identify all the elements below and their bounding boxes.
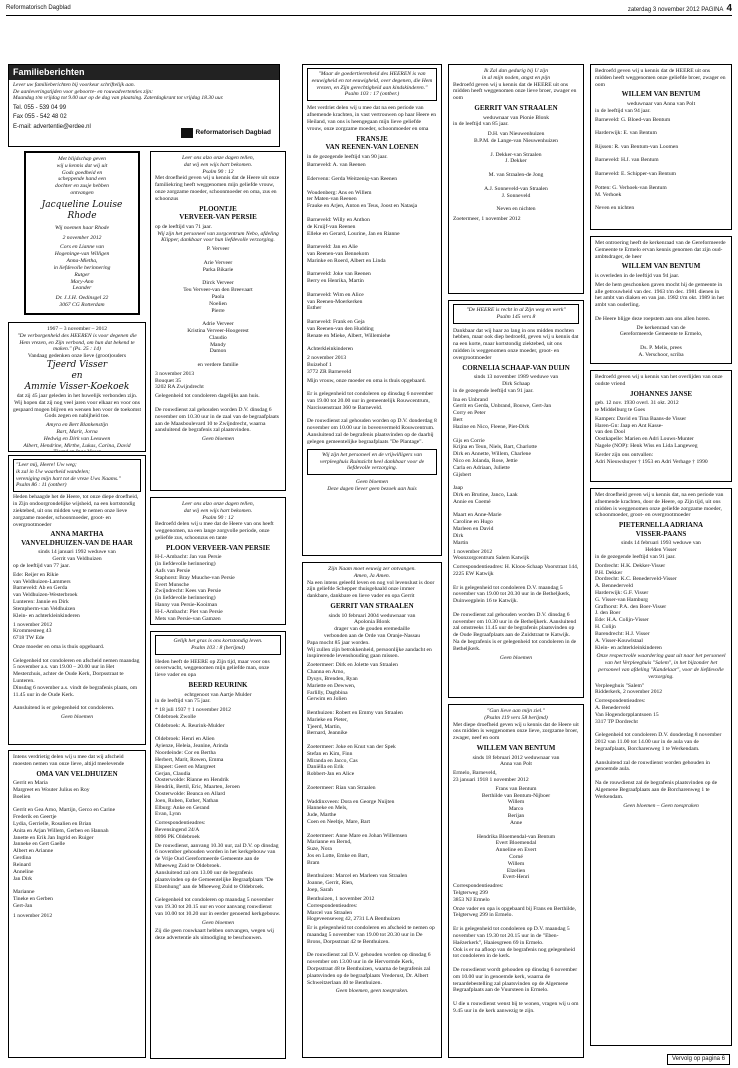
- page-header: [6, 3, 732, 16]
- ad-quote: Onze respectvolle waardering gaat uit naar het personeel van het Verpleeghuis "Salem", in het bijzonder het personeel van afdeling "Kandelaar", voor de liefdevolle verzorging.: [596, 653, 726, 680]
- ad-family: Amyra en Bert Blankenstijn Bart, Marit, Jorna Hedwig en Dirk van Leeuwen Albert, Hendrine, Mirthe, Lukas, Carina, David: [23, 422, 131, 449]
- ad-sub: weduwnaar van Pionie Blonk: [482, 114, 550, 121]
- ad-text: Met blijdschap geven wij u kennis dat wij uit Gods goedheid en scheppende hand een dochter en zusje hebben ontvangen: [55, 156, 109, 197]
- ad-body: Bedroefd geven wij u kennis van het overlijden van onze oudste vriend: [595, 374, 723, 387]
- ad-footer: Geen bloemen: [499, 654, 533, 661]
- ad-details: Onze vader en opa is opgebaard bij Frans en Berthilde, Telgterweg 299 in Ermelo. Er is gelegenheid tot condoleren op D.V. maandag 5 november van 19.30 tot 20.15 uur in de "Eben-Haëzerkerk", Haaiesgreen 69 in Ermelo. Ook is er na afloop van de begrafenis nog gelegenheid tot condoleren in de kerk. De rouwdienst wordt gehouden op dinsdag 6 november om 10.00 uur in genoemde kerk, waarna de teraardebestelling zal plaatsvinden op de Algemene Begraafplaats aan de Vuursteen in Ermelo. U die u rouwdienst wenst bij te wonen, vragen wij u om 9.45 uur in de kerk aanwezig te zijn.: [453, 905, 579, 1014]
- ad-name: PLOONTJE VERVEER-VAN PERSIE: [179, 204, 257, 222]
- ad-sub: echtgenoot van Aartje Mulder: [184, 691, 252, 698]
- ad-age: in de leeftijd van 85 jaar.: [453, 121, 509, 128]
- ad-name: FRANSJE VAN REENEN-VAN LOENEN: [325, 134, 419, 152]
- ad-location: Benthuizen, 1 november 2012 Correspondentieadres: Marcel van Straalen Hogeveenseweg 42, 2731 LA Benthuizen: [307, 895, 401, 923]
- ad-age: op de leeftijd van 71 jaar.: [155, 223, 212, 230]
- anniversary-ad: [8, 322, 146, 452]
- ad-name: OMA VAN VELDHUIZEN: [36, 769, 118, 778]
- ad-sub: weduwnaar van Anna van Polt: [626, 100, 696, 107]
- ad-body: Heden behaagde het de Heere, tot onze diepe droefheid, in Zijn ondoorgrondelijke wijsheid, na een kortstondig ziektebed, uit ons midden weg te nemen onze lieve zorgzame moeder, schoonmoeder, groot- en overgrootmoeder: [13, 494, 139, 528]
- ad-sub: sinds 14 februari 1993 weduwe van Helden Visser: [621, 540, 701, 554]
- obituary-ad-vanstraalen: [302, 562, 442, 1058]
- ad-family: Ina en Unbrand Gerrit en Gerda, Unbrand, Bouwe, Gert-Jan Corry en Peter Bert Hazine en Nico, Fleene, Piet-Dirk Gijs en Corrie Krijna en Teun, Niels, Bart, Charlotte Dirk en Annette, Willem, Charlene Nico en Jolanda, Rose, Jettie Carla en Adriaan, Juliette Gijsbert Jaap Dirk en Brutine, Janco, Laak Annie en Coemé Maart en Anne-Marie Caroline en Hugo Marleen en David Dirk Martin: [453, 396, 552, 546]
- ad-location: Zoetermeer, 1 november 2012: [453, 215, 521, 222]
- ad-name: GERRIT VAN STRAALEN: [330, 602, 414, 611]
- ad-location: Correspondentieadres: Telgterweg 299 3853 NJ Ermelo: [453, 883, 504, 903]
- ad-quote: Ik Zal dan gedurig bij U zijn in al mijn noden, angst en pijn: [481, 68, 551, 81]
- ad-name: JOHANNES JANSE: [629, 389, 693, 398]
- ad-sub: Wij zijn het personeel van zorgcentrum Nebo, afdeling Klipper, dankbaar voor hun liefdevolle verzorging.: [157, 230, 279, 244]
- ad-date: 2 november 2012: [62, 234, 102, 241]
- ad-date: 1 november 2012: [13, 912, 53, 919]
- ad-body: Na een intens geleefd leven en nog vol levenslust is door zijn geliefde Schepper thuisgehaald onze immer dankbare, dankbare en lieve vader en opa Gerrit: [307, 579, 435, 600]
- ad-quote: "Gun lieve aan mijn ziel." (Psalm 119 vers 58 berijmd): [484, 708, 548, 721]
- ad-dates: * 18 juli 1937 † 1 november 2012 Oldebroek Zwolle: [155, 707, 231, 721]
- ad-name: PIETERNELLA ADRIANA VISSER-PAANS: [618, 521, 704, 538]
- ad-footer: Geen bloemen Deze dagen liever geen bezoek aan huis: [327, 479, 417, 492]
- ad-family: P. Verveer Arie Verveer Parka Bikarie Dirck Verveer Teu Verveer-van den Breevaart Paola Noelien Pierre Adrie Verveer Kristina Verveer-Hoogerest Claudio Mandy Damon en verdere familie: [183, 246, 253, 368]
- familieberichten-box: [8, 64, 280, 147]
- ad-footer: Geen bloemen – Geen toespraken: [623, 803, 699, 810]
- ad-details: Met de hem geschonken gaven mocht hij de gemeente in alle getrouwheid van dec. 1963 t/m dec. 1981 dienen in het ambt van diaken en van jan. 1982 t/m okt. 1989 in het ambt van ouderling. De Heere blijge deze roepstem aan ons allen horen.: [595, 281, 724, 322]
- ad-name: WILLEM VAN BENTUM: [621, 90, 701, 99]
- ad-age: Papa mocht 85 jaar worden.: [307, 639, 370, 646]
- ad-body: dat zij 45 jaar geleden in het huwelijk verbonden zijn. Wij hopen dat zij nog veel jaren voor elkaar en voor ons gespaard mogen blijven en wensen hen voor de toekomst Gods zegen en nabijheid toe.: [13, 392, 142, 420]
- ad-quote: "De HEERE is recht in al Zijn weg en werk" Psalm 145 vers 8: [453, 304, 579, 324]
- birth-announcement: [24, 151, 140, 315]
- ad-age: op de leeftijd van 77 jaar.: [13, 563, 70, 569]
- ad-family: Frans van Bentum Berthilde van Bentum-Nijboer Willem Marco Berijan Anne Hendrika Bloemendal-van Bentum Evert Bloemendal Anneline en Evert Corné Willem Elzelien Evert-Henri: [476, 785, 556, 881]
- ad-footer: Geen bloemen: [60, 714, 94, 721]
- ad-body: Met ontroering heeft de kerkenraad van de Gereformeerde Gemeente te Ermelo ervan kennis genomen dat zijn oud-ambtsdrager, de heer: [595, 240, 726, 260]
- ad-age: is overleden in de leeftijd van 94 jaar.: [595, 272, 680, 279]
- ad-details: Gelegenheid tot condoleren dagelijks aan huis. De rouwdienst zal gehouden worden D.V. dinsdag 6 november om 10.30 uur in de zaal van de begraafplaats aan de Maasboulevard 10 te Zwijndrecht, waarna aansluitend de begrafenis zal plaatsvinden.: [155, 393, 279, 434]
- ad-footer: Geen bloemen: [201, 436, 235, 443]
- ad-sub: sinds 14 januari 1992 weduwe van Gerrit van Veldhuizen: [38, 549, 116, 563]
- ad-details: De rouwdienst, aanvang 10.30 uur, zal D.V. op dinsdag 6 november gehouden worden in het kerkgebouw van de Vrije Oud Gereformeerde Gemeente aan de Mheeweg Zuid te Oldebroek. Aansluitend zal om 13.00 uur de begrafenis plaatsvinden op de Gemeentelijke Begraafplaats "De Elzenhung" aan de Mheeweg Zuid te Oldebroek. Gelegenheid tot condoleren op maandag 5 november van 19.30 tot 20.15 uur en voor aanvang rouwdienst van 10.00 tot 10.20 uur in eerder genoemd kerkgebouw.: [155, 842, 281, 917]
- ad-family: Kampen: David en Tina Baans-de Visser Haren-Gn: Jaap en Ant Kasse- van den Dool Oostkapelle: Marien en Adri Louws-Munter Nagele (NOP): Henk Wiss en Lida Langeweg: [595, 415, 698, 450]
- ad-quote: Leer ons alzo onze dagen tellen, dat wij een wijs hart bekomen. Psalm 90 : 12: [181, 501, 255, 521]
- ad-details: Kerder zijn ons ontvallen: Adri Nieuwshuyer † 1953 en Adri Verhage † 1990: [595, 451, 708, 465]
- ad-details: Wij zullen zijn betrokkenheid, persoonlijke aandacht en inspirerende levenshouding gaan missen.: [307, 646, 432, 660]
- obituary-ad-ploon: [150, 497, 286, 625]
- ad-family: Oldebroek: A. Reurink-Mulder Oldebroek: Henri en Alien Ayienze, Heleia, Jeanine, Arinda Noordeinde: Cor en Bertha Herbert, Marit, Rowen, Emma Elspeet: Geert en Margreet Gerjan, Claudia Oosterwolde: Rianne en Hendrik Hendrik, Bertil, Eric, Maarten, Jeroen Oosterwolde: Beanca en Allard Joen, Ruben, Esther, Nathan Elburg: Anke en Gerand Evan, Lynn: [155, 722, 240, 818]
- page-date: [628, 3, 732, 15]
- ad-sub: sinds 13 november 1989 weduwe van Dirk Schaap: [473, 374, 559, 388]
- ad-details: Correspondentieadres: A. Benederveld Van Hogendorpplantsoen 15 3317 TP Dordrecht Gelegenheid tot condoleren D.V. donderdag 8 november 2012 van 11.00 tot 14.00 uur in de aula van de begraafplaats, Borcharenweg 1 te Werkendam. Aansluitend zal de rouwdienst worden gehouden in genoemde aula. Na de rouwdienst zal de begrafenis plaatsvinden op de Algemene Begraafplaats aan de Borcharenweg 1 te Werkendam.: [595, 698, 722, 800]
- obituary-ad-broer: [448, 64, 584, 294]
- ad-quote: "Leer mij, Heere! Uw weg; ik zal in Uw waarheid wandelen; vereniging mijn hart tot de vreze Uws Naams." Psalm 86 : 11 (ontber): [13, 459, 141, 492]
- ad-age: in de gezegende leeftijd van 91 jaar.: [453, 387, 534, 394]
- section-title: Familieberichten: [9, 65, 279, 80]
- ad-note: Er is gelegenheid tot condoleren en afscheid te nemen op maandag 5 november van 19.00 tot 20.30 uur in De Brons, Dorpsstraat 42 te Benthuizen. De rouwdienst zal D.V. gehouden worden op dinsdag 6 november om 13.00 uur in de Hervormde Kerk, Dorpsstraat 48 te Benthuizen, waarna de begrafenis zal plaatsvinden op de begraafplaats Vrederust, Dr. Albert Schweitzerlaan 40 te Benthuizen.: [307, 925, 435, 986]
- ad-location: 3 november 2013 Bouquet 35 3202 RA Zwijndrecht: [155, 370, 204, 391]
- ad-body: Bedroefd delen wij u mee dat de Heere van ons heeft weggenomen, na een lange zorgvolle periode, onze geliefde zus, schoonzus en tante: [155, 521, 274, 542]
- ad-footer: Geen bloemen: [201, 919, 235, 926]
- ad-intro: Vandaag gedenken onze lieve (groot)ouders: [27, 353, 127, 360]
- continued-on-link[interactable]: Vervolg op pagina 6: [667, 1054, 730, 1065]
- logo-text: Reformatorisch Dagblad: [195, 129, 271, 137]
- ad-age: in de leeftijd van 94 jaar.: [595, 107, 651, 114]
- obituary-ad-bentum-family: [590, 64, 732, 230]
- ad-name: WILLEM VAN BENTUM: [621, 262, 701, 271]
- ad-name: GERRIT VAN STRAALEN: [474, 104, 558, 113]
- ad-name: Jacqueline Louise Rhode: [41, 199, 123, 221]
- ad-family: D.H. van Nieuwenhuizen B.P.M. de Lange-van Nieuwenhuizen J. Dekker-van Straalen J. Dekker M. van Straalen-de Jong A.J. Sonneveld-van Straalen J. Sonneveld Neven en nichten: [474, 131, 558, 213]
- ad-name: CORNELIA SCHAAP-VAN DUIJN: [462, 363, 570, 372]
- contact-email[interactable]: E-mail: advertentie@erdee.nl: [13, 123, 91, 130]
- ad-years: 1967 – 3 november – 2012: [46, 326, 108, 332]
- ad-body: Bedroefd geven wij u kennis dat de HEERE uit ons midden heeft weggenomen onze geliefde broer, zwager en oom: [595, 68, 726, 88]
- ad-body: Dankbaar dat wij haar zo lang in ons midden mochten hebben, maar ook diep bedroefd, geven wij u kennis dat na een korte, maar kortstondig ziektebed, uit ons midden is weggenomen onze moeder, groot- en overgrootmoeder: [453, 327, 579, 361]
- ad-note: Wij zijn het personeel en de vrijwilligers van verpleeghuis Ruimzicht heel dankbaar voor de liefdevolle verzorging.: [307, 449, 437, 475]
- ad-body: Met droefheid geven wij u kennis dat de Heere uit onze familiekring heeft weggenomen mijn geliefde vrouw, onze zorgzame moeder, schoonmoeder en oma, zus en schoonzus: [155, 175, 280, 202]
- ad-quote: Leer ons alzo onze dagen tellen, dat wij een wijs hart bekomen. Psalm 90 : 12: [181, 155, 255, 175]
- ad-age: in de leeftijd van 75 jaar.: [155, 698, 211, 705]
- ad-family: Gerrit en Maria Margreet en Wouter Julius en Roy Boelien Gerrit en Gea Arno, Martijn, Gerco en Carine Frederik en Geertje Lydia, Gerrielle, Rosalien en Brian Anita en Arjan Willem, Gerben en Hannah Janette en Erik Jan Ingrid en Ruiger Janneke en Gert Gaelle Albert en Arianne Gerdina Reinard Anneline Jan Dirk Marianne Tineke en Gerben Gert-Jan: [13, 780, 116, 909]
- paper-name: Reformatorisch Dagblad: [6, 5, 71, 11]
- ad-body: Met verdriet delen wij u mee dat na een periode van afnemende krachten, in vast vertrouwen op haar Heere en Heiland, van ons is heengegaan mijn lieve geliefde vrouw, onze zorgzame moeder, schoonmoeder en oma: [307, 105, 437, 132]
- ad-sub: sinds 10 februari 2004 weduwnaar van Apolonia Blonk: [328, 612, 416, 626]
- ad-quote: Gelijk het gras is ons kortstondig leven. Psalm 103 : 8 (berijmd): [155, 635, 281, 655]
- obituary-ad-janse: [590, 370, 732, 482]
- obituary-ad-vanbentum: [448, 704, 584, 1058]
- newspaper-logo: [181, 128, 272, 138]
- ad-address: Dr. J.J.H. Oedinsgel 22 3067 CG Rotterdam: [55, 295, 109, 308]
- ad-quote: "De verborgenheid des HEEREN is voor degenen die Hem vrezen, en Zijn verbond, om hun dat bekend te maken." (Ps. 25 : 14): [17, 332, 137, 353]
- ad-location: 1 november 2012 Woonzorgcentrum Salem Katwijk: [453, 548, 530, 562]
- ad-details: Onze moeder en oma is thuis opgebaard. Gelegenheid tot condoleren en afscheid nemen maandag 5 november a.s. van 19.00 – 20.00 uur in Het Mesterzhuis, achter de Oude Kerk, Dorpsstraat te Lunteren. Dinsdag 6 november a.s. vindt de begrafenis plaats, om 11.45 uur in de Oude Kerk. Aansluitend is er gelegenheid tot condoleren.: [13, 643, 140, 712]
- ad-footer: Geen bloemen, geen toespraken.: [335, 988, 409, 995]
- church-notice-ad: [590, 236, 732, 364]
- ad-location: Verpleeghuis "Salem" Ridderkerk, 2 november 2012: [595, 682, 663, 696]
- ad-name: PLOON VERVEER-VAN PERSIE: [165, 543, 271, 552]
- ad-details: Mijn vrouw, onze moeder en oma is thuis opgebaard. Er is gelegenheid tot condoleren op dinsdag 6 november van 19.00 tot 20.00 uur in gemeentelijk Rouwcentrum, Narcissenstraat 360 te Barneveld. De rouwdienst zal gehouden worden op D.V. donderdag 8 november om 10.00 uur in bovenvermeld Rouwcentrum. Aansluitend zal de begrafenis plaatsvinden op de daarbij gelegen gemeentelijke begraafplaats "De Plantage".: [307, 377, 437, 445]
- ad-note: Zij die geen rouwkaart hebben ontvangen, wegen wij deze advertentie als uitnodiging te beschouwen.: [155, 928, 274, 942]
- ad-sub: Wij noemen haar Rhode: [55, 224, 109, 231]
- obituary-ad-reurink: [150, 631, 286, 1059]
- ad-location: 2 november 2013 Buizehof 1 3772 ZR Barneveld: [307, 355, 352, 375]
- ad-age: in de gezegende leeftijd van 91 jaar.: [595, 553, 676, 560]
- obituary-ad-visser-paans: [590, 488, 732, 1046]
- ad-details: Correspondentieadres: H. Kloos-Schaap Voorstraat 144, 2225 EW Katwijk Er is gelegenheid tot condoleren D.V. maandag 5 november van 19.00 tot 20.30 uur in de Betheljkerk, Duinwegplein 16 te Katwijk. De rouwdienst zal gehouden worden D.V. dinsdag 6 november om 10.30 uur in de Betheljkerk. Aansluitend zal omstreeks 11.45 uur de begrafenis plaatsvinden op de Oude Begraafplaats aan de Zuidstraat te Katwijk. Na de begrafenis is er gelegenheid tot condoleren in de Betheljkerk.: [453, 564, 579, 652]
- ad-name: BEERD REURINK: [188, 681, 248, 690]
- obituary-ad-verveer: [150, 151, 286, 491]
- intro-text: Lever uw familieberichten bij voorkeur schriftelijk aan. De aanleveringstijden voor geboorte- en rouwadvertenties zijn: Maandag t/m vrijdag tot 9.00 uur op de dag van plaatsing. Zaterdagkrant tot vrijdag 18.30 uur.: [13, 81, 224, 102]
- ad-body: Heden heeft de HEERE op Zijn tijd, maar voor ons onverwacht, weggenomen mijn geliefde man, onze lieve vader en opa: [155, 658, 270, 679]
- ad-family: Barneveld: G. Bloed-van Bentum Harderwijk: E. van Bentum Rijssen: R. van Bentum-van Loomen Barneveld: H.J. van Bentum Barneveld: E. Schipper-van Bentum Potten: G. Verhoek-van Bentum M. Verhoek Neven en nichten: [595, 116, 679, 212]
- ad-location: Correspondentieadres: Bevensingend 24/A 8096 PK Oldebroek: [155, 820, 206, 840]
- ad-location: 1 november 2012 Krommesteeg 43 6718 TW Ede: [13, 621, 53, 642]
- ad-family: Barneveld: A. van Reenen Edervenn: Gerda Weitzenig-van Reenen Woudenberg: Ans en Willem ter Maten-van Reenen Frauke en Arjen, Anton en Teus, Joost en Natasja Barneveld: Willy en Anthon de Kruijf-van Reenen Elleke en Gerard, Lourine, Jan en Rianne Barneveld: Jan en Alie van Reenen-van Bennekom Marinke en Roerd, Albert en Linda Barneveld: Joke van Reenen Berry en Henrika, Martin Barneveld: Wim en Alice van Reenen-Moerkerken Esther Barneveld: Frank en Geja van Reenen-van den Hudding Renate en Mieke, Albert, Willemiehe Achterkleinkinderen: [307, 162, 418, 353]
- ad-signature: De kerkenraad van de Gereformeerde Gemeente te Ermelo, Ds. P. Melis, prees A. Verschoor, scriba: [619, 324, 703, 358]
- ad-quote: Zijn Naam moet eeuwig zer ontvangen. Amen, Ja Amen.: [328, 566, 416, 579]
- ad-name: ANNA MARTHA VANVELDHUIZEN-VAN DE HAAR: [21, 530, 133, 547]
- ad-name: Tjeerd Visser en Ammie Visser-Koekoek: [24, 360, 130, 392]
- page-number: 4: [726, 3, 732, 14]
- ad-body: Bedroefd geven wij u kennis dat de HEERE uit ons midden heeft weggenomen onze lieve broer, zwager en oom: [453, 81, 577, 102]
- ad-family: Cors en Lianne van Hogeninge-van Willigen Anna-Mietha, in liefdevolle herinnering Rutger Mary-Ann Leander: [53, 244, 111, 292]
- ad-body: Met droefheid geven wij u kennis dat, na een periode van afnemende krachten, door de Heere, op Zijn tijd, uit ons midden is weggenomen onze geliefde zorgzame moeder, schoonmoeder, groot- en overgrootmoeder: [595, 492, 724, 519]
- obituary-ad-vanreenen: [302, 64, 442, 556]
- logo-mark-icon: [181, 128, 193, 138]
- ad-body: Met diepe droefheid geven wij u kennis dat de Heere uit ons midden is weggenomen onze lieve, zorgzame broer, zwager, neef en oom: [453, 721, 579, 742]
- obituary-ad-vanveldhuizen: [8, 455, 146, 745]
- ad-quote: "Maar de goedertierenheid des HEEREN is van eeuwigheid en tot eeuwigheid, over degenen, die Hem vrezen, en Zijn gerechtigheid aan kindskinderen." Psalm 103 : 17 (ontber.): [307, 68, 437, 101]
- date-label: zaterdag 3 november 2012 PAGINA: [627, 7, 724, 13]
- ad-body: Intens verdrietig delen wij u mee dat wij afscheid moesten nemen van onze lieve, altijd meelevende: [13, 754, 125, 767]
- ad-family: Zoetermeer: Dirk en Jolette van Straalen Channa en Arno, Dyuys, Brenden, Ryan Mariette en Dewwen, Farlilly, Dagbbina Gerwim en Jolien Benthuizen: Robert en Emmy van Straalen Marieke en Pieter, Tjeerd, Martin, Bernard, Jeannike Zoetermeer: Joke en Knut van der Spek Stefan en Kim, Finn Miranda en Jacco, Cas Daniëlla en Erik Robbert-Jan en Alice Zoetermeer: Rian van Straalen Waddinxveen: Dora en George Nuijten Hanneke en Mels, Jude, Marthe Coen en Neeltje, Mare, Bart Zoetermeer: Anne Mare en Johan Willemsen Marianne en Bernd, Suze, Nora Jos en Lotte, Emke en Bart, Bram Benthuizen: Marcel en Marleen van Straalen Joanne, Gerrit, Rien, Joep, Sarah: [307, 662, 408, 894]
- obituary-ad-schaap: [448, 300, 584, 698]
- contact-tel: Tel. 055 - 539 04 99: [13, 105, 67, 112]
- obituary-ad-oma: [8, 750, 146, 1058]
- contact-fax: Fax 055 - 542 48 02: [13, 114, 67, 121]
- ad-dates: geb. 12 nov. 1930 overl. 31 okt. 2012 te Middelburg te Goes: [595, 400, 679, 413]
- ad-dates: drager van de gouden eremedaille verbonden aan de Orde van Oranje-Nassau: [323, 626, 421, 640]
- ad-age: in de gezegende leeftijd van 90 jaar.: [307, 153, 388, 160]
- ad-sub: sinds 18 februari 2012 weduwnaar van Anna van Polt: [472, 754, 560, 768]
- ad-family: H-I.-Ambacht: Jan van Persie (in liefdevolle herinnering) Aafs van Persie Staphorst: Bray Muuche-van Persie Evert Munsche Zwijndrecht: Kees van Persie (in liefdevolle herinnering) Hanny van Persie-Kooiman H-I.-Ambacht: Piet van Persie Mets van Persie-van Gamzen: [155, 554, 235, 622]
- ad-family: Ede: Reijer en Rikie van Veldhuizen-Lammers Barneveld: Ab en Gerda van Veldhuizen-Westerbroek Lunteren: Jannie en Dirk Stempherm-van Veldhuizen Klein- en achterkleinkinderen: [13, 571, 80, 619]
- ad-name: WILLEM VAN BENTUM: [476, 744, 556, 753]
- ad-dates: Ermelo, Barneveld, 23 januari 1918 1 november 2012: [453, 770, 529, 784]
- ad-family: Dordrecht: H.K. Dekker-Visser P.H. Dekker Dordrecht: K.C. Benederveld-Visser A. Bennederveld Harderwijk: G.F. Visser G. Visser-van Hamburg Grafhorst: P.A. den Boer-Visser J. den Boer Ede: H.A. Colijn-Visser H. Colijn Barendrecht: H.J. Visser A. Visser-Kouwlstaal Klein- en achterkleinkinderen: [595, 562, 677, 651]
